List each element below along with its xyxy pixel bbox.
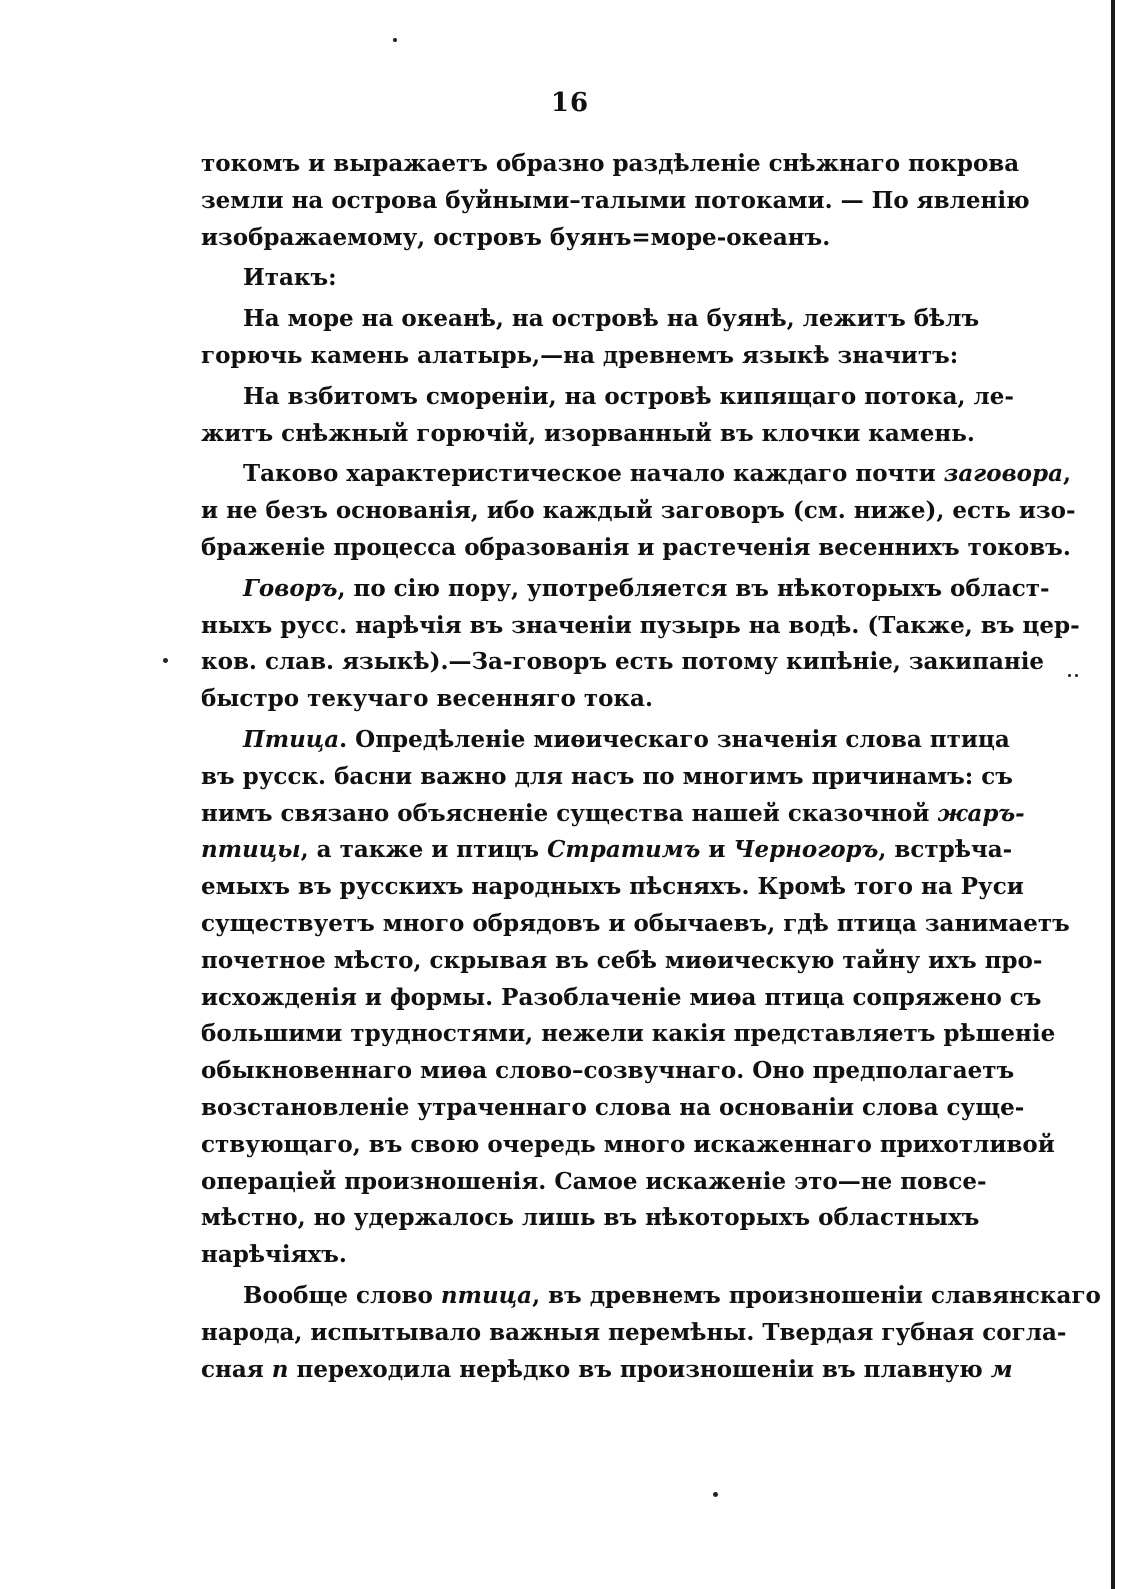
- text-run: ,: [1063, 460, 1072, 488]
- text-line: [201, 1164, 987, 1201]
- text-run: изображаемому, островъ буянъ=море-океанъ.: [201, 223, 831, 251]
- text-run: Говоръ: [243, 574, 338, 602]
- text-line: [201, 260, 937, 297]
- text-run: Черногоръ: [733, 836, 879, 864]
- text-run: обыкновеннаго миѳа слово–созвучнаго. Оно предполагаетъ: [201, 1057, 1015, 1085]
- text-line: [201, 530, 1071, 567]
- text-line: [201, 338, 959, 375]
- text-line: [201, 571, 1050, 608]
- text-run: п: [271, 1355, 289, 1383]
- text-line: [201, 980, 1042, 1017]
- text-line: [201, 1053, 1015, 1090]
- text-line: [201, 220, 937, 257]
- text-line: [201, 379, 1014, 416]
- text-run: возстановленіе утраченнаго слова на основаніи слова суще-: [201, 1093, 1025, 1121]
- text-run: . Опредѣленіе миѳическаго значенія слова птица: [339, 725, 1010, 753]
- text-run: заговора: [943, 460, 1063, 488]
- text-line: [201, 1352, 1013, 1389]
- text-line: [201, 183, 1030, 220]
- text-run: и не безъ основанія, ибо каждый заговоръ (см. ниже), есть изо-: [201, 497, 1076, 525]
- text-run: Стратимъ: [547, 836, 701, 864]
- text-line: [201, 906, 1070, 943]
- text-line: [201, 759, 1013, 796]
- text-line: [201, 493, 1076, 530]
- text-line: [201, 1016, 1056, 1053]
- text-run: , встрѣча-: [878, 836, 1013, 864]
- text-run: , въ древнемъ произношеніи славянскаго: [532, 1281, 1101, 1309]
- scan-speck: [1068, 674, 1071, 677]
- text-run: нимъ связано объясненіе существа нашей сказочной: [201, 799, 938, 827]
- text-line: [201, 416, 975, 453]
- text-run: Таково характеристическое начало каждаго почти: [243, 460, 944, 488]
- text-run: горючь камень алатырь,—на древнемъ языкѣ значитъ:: [201, 341, 959, 369]
- page-number: 16: [550, 88, 590, 118]
- text-line: [201, 832, 1013, 869]
- text-line: [201, 1200, 980, 1237]
- text-run: народа, испытывало важныя перемѣны. Твердая губная согла-: [201, 1318, 1067, 1346]
- text-run: , по сію пору, употребляется въ нѣкоторыхъ област-: [337, 574, 1050, 602]
- text-run: м: [990, 1355, 1013, 1383]
- text-line: [201, 722, 1010, 759]
- text-run: На море на океанѣ, на островѣ на буянѣ, лежитъ бѣлъ: [243, 305, 980, 333]
- text-run: житъ снѣжный горючій, изорванный въ клочки камень.: [201, 419, 975, 447]
- text-line: [201, 146, 1020, 183]
- text-run: въ русск. басни важно для насъ по многимъ причинамъ: съ: [201, 762, 1013, 790]
- text-run: браженіе процесса образованія и растеченія весеннихъ токовъ.: [201, 533, 1071, 561]
- text-line: [201, 681, 937, 718]
- text-line: [201, 1278, 1101, 1315]
- text-run: быстро текучаго весенняго тока.: [201, 685, 653, 713]
- text-line: [201, 869, 1024, 906]
- text-run: , а также и птицъ: [300, 836, 548, 864]
- text-line: [201, 943, 1043, 980]
- text-line: [201, 301, 980, 338]
- text-run: жаръ-: [937, 799, 1025, 827]
- text-run: Птица: [243, 725, 340, 753]
- text-line: [201, 1237, 937, 1274]
- text-run: операціей произношенія. Самое искаженіе это—не повсе-: [201, 1167, 987, 1195]
- text-line: [201, 1315, 1067, 1352]
- text-line: [201, 796, 1025, 833]
- text-run: птица: [440, 1281, 533, 1309]
- text-run: ныхъ русс. нарѣчія въ значеніи пузырь на водѣ. (Также, въ цер-: [201, 611, 1080, 639]
- text-run: Итакъ:: [243, 264, 337, 292]
- text-run: токомъ и выражаетъ образно раздѣленіе снѣжнаго покрова: [201, 150, 1020, 177]
- scan-speck: [1075, 674, 1078, 677]
- text-run: нарѣчіяхъ.: [201, 1241, 347, 1269]
- text-run: Вообще слово: [243, 1281, 441, 1309]
- scan-speck: [163, 658, 168, 663]
- text-run: переходила нерѣдко въ произношеніи въ плавную: [288, 1355, 991, 1383]
- text-run: сная: [201, 1355, 272, 1383]
- text-run: земли на острова буйными–талыми потоками. — По явленію: [201, 186, 1030, 214]
- scan-speck: [713, 1492, 718, 1497]
- text-run: существуетъ много обрядовъ и обычаевъ, гдѣ птица занимаетъ: [201, 909, 1070, 937]
- text-line: [201, 644, 1045, 681]
- text-run: птицы: [201, 836, 301, 864]
- text-run: большими трудностями, нежели какія представляетъ рѣшеніе: [201, 1020, 1056, 1048]
- text-line: [201, 1127, 1055, 1164]
- text-run: На взбитомъ смореніи, на островѣ кипящаго потока, ле-: [243, 382, 1014, 410]
- scan-speck: [393, 38, 397, 42]
- text-run: и: [700, 836, 734, 864]
- body-text: [201, 146, 1101, 1388]
- text-line: [201, 608, 1080, 645]
- text-run: емыхъ въ русскихъ народныхъ пѣсняхъ. Кромѣ того на Руси: [201, 873, 1024, 901]
- text-run: исхожденія и формы. Разоблаченіе миѳа птица сопряжено съ: [201, 983, 1042, 1011]
- text-run: ствующаго, въ свою очередь много искаженнаго прихотливой: [201, 1130, 1055, 1158]
- text-run: мѣстно, но удержалось лишь въ нѣкоторыхъ областныхъ: [201, 1204, 980, 1232]
- page-edge-line: [1111, 0, 1115, 1589]
- text-run: почетное мѣсто, скрывая въ себѣ миѳическую тайну ихъ про-: [201, 946, 1043, 974]
- text-line: [201, 1090, 1025, 1127]
- text-run: ков. слав. языкѣ).—За-говоръ есть потому кипѣніе, закипаніе: [201, 648, 1045, 676]
- text-line: [201, 456, 1072, 493]
